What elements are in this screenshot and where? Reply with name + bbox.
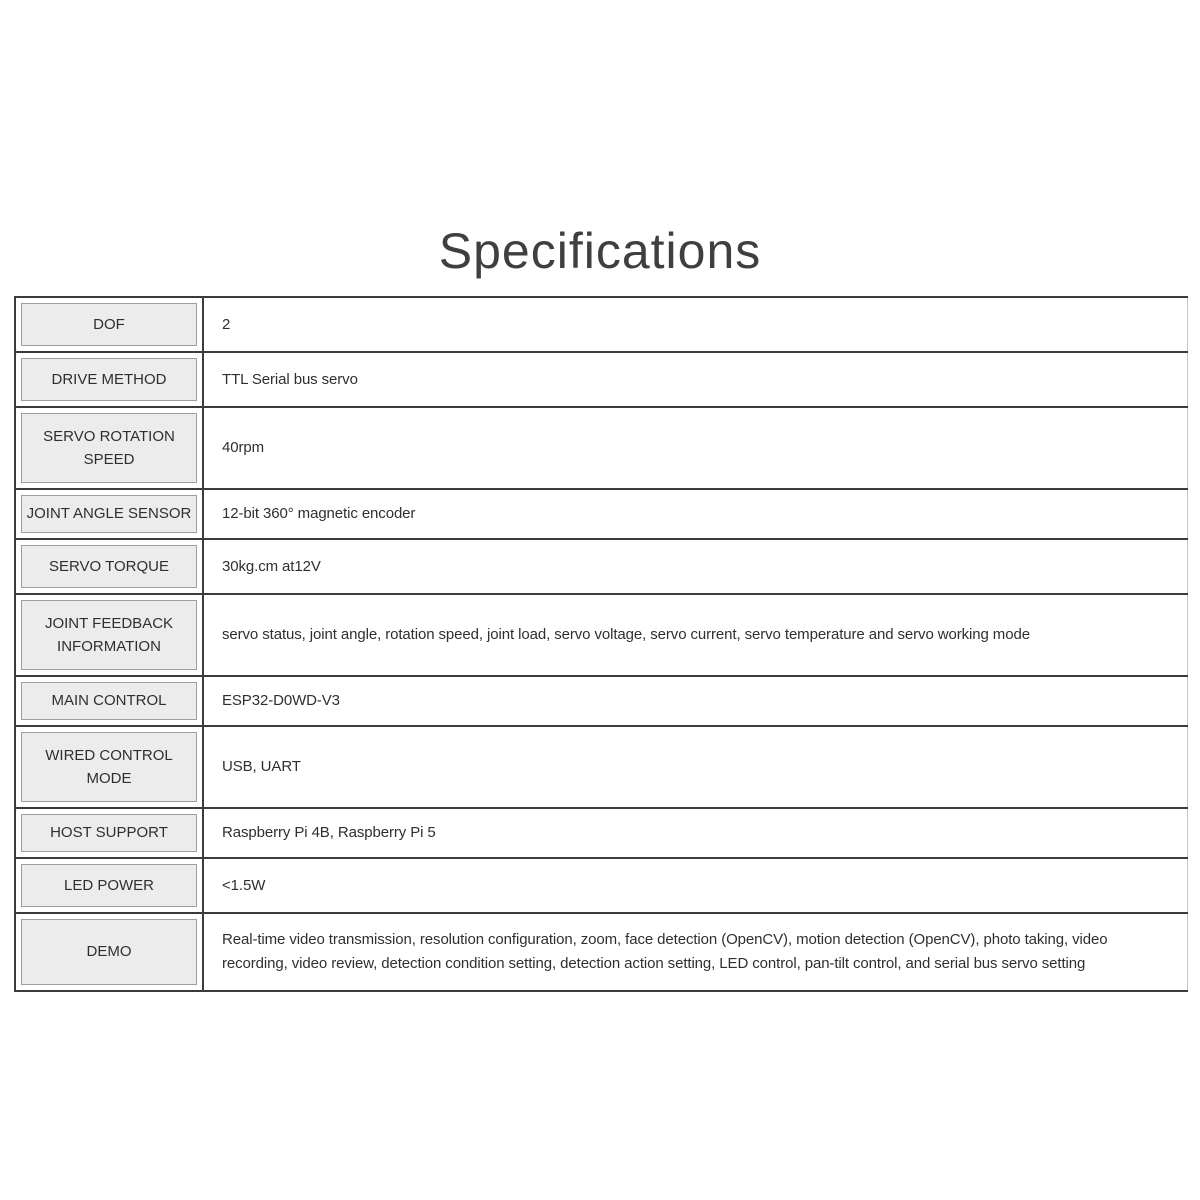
spec-row-dof bbox=[14, 298, 1188, 353]
spec-value-host-support: Raspberry Pi 4B, Raspberry Pi 5 bbox=[204, 809, 1188, 857]
spec-value-drive-method: TTL Serial bus servo bbox=[204, 353, 1188, 406]
spec-label-joint-feedback-information bbox=[21, 600, 197, 670]
spec-label-line: SERVO TORQUE bbox=[48, 557, 170, 575]
spec-label-line: JOINT FEEDBACK bbox=[44, 614, 174, 632]
spec-label-line: MODE bbox=[86, 770, 132, 787]
spec-label-servo-rotation-speed bbox=[21, 413, 197, 483]
spec-label-cell-drive-method bbox=[14, 353, 204, 406]
spec-label-cell-wired-control-mode bbox=[14, 727, 204, 807]
spec-value-demo: Real-time video transmission, resolution configuration, zoom, face detection (OpenCV), motion detection (OpenCV), photo taking, video recording, video review, detection condition setting, detection action setting, LED control, pan-tilt control, and serial bus servo setting bbox=[204, 914, 1188, 990]
spec-row-led-power bbox=[14, 859, 1188, 914]
spec-label-line: SERVO ROTATION bbox=[43, 427, 175, 445]
spec-label-host-support bbox=[21, 814, 197, 852]
spec-label-servo-torque bbox=[21, 545, 197, 588]
spec-label-led-power bbox=[21, 864, 197, 907]
spec-label-cell-demo bbox=[14, 914, 204, 990]
spec-label-demo bbox=[21, 919, 197, 985]
spec-label-line: WIRED CONTROL bbox=[45, 746, 173, 764]
spec-value-dof: 2 bbox=[204, 298, 1188, 351]
spec-label-line: HOST SUPPORT bbox=[50, 824, 168, 842]
spec-label-cell-servo-torque bbox=[14, 540, 204, 593]
spec-row-host-support bbox=[14, 809, 1188, 859]
spec-row-wired-control-mode bbox=[14, 727, 1188, 809]
spec-value-servo-rotation-speed: 40rpm bbox=[204, 408, 1188, 488]
spec-label-cell-led-power bbox=[14, 859, 204, 912]
spec-label-line: DOF bbox=[93, 315, 125, 333]
spec-row-joint-feedback-information bbox=[14, 595, 1188, 677]
spec-label-wired-control-mode bbox=[21, 732, 197, 802]
spec-label-cell-joint-feedback-information bbox=[14, 595, 204, 675]
spec-label-main-control bbox=[21, 682, 197, 720]
spec-value-led-power: <1.5W bbox=[204, 859, 1188, 912]
spec-value-servo-torque: 30kg.cm at12V bbox=[204, 540, 1188, 593]
spec-row-main-control bbox=[14, 677, 1188, 727]
spec-label-line: MAIN CONTROL bbox=[51, 692, 167, 710]
spec-label-line: INFORMATION bbox=[57, 638, 161, 655]
spec-row-demo bbox=[14, 914, 1188, 992]
spec-value-main-control: ESP32-D0WD-V3 bbox=[204, 677, 1188, 725]
spec-row-joint-angle-sensor bbox=[14, 490, 1188, 540]
spec-label-line: DEMO bbox=[86, 943, 132, 961]
spec-label-cell-host-support bbox=[14, 809, 204, 857]
spec-label-cell-servo-rotation-speed bbox=[14, 408, 204, 488]
spec-value-joint-angle-sensor: 12-bit 360° magnetic encoder bbox=[204, 490, 1188, 538]
spec-label-line: LED POWER bbox=[63, 876, 154, 894]
spec-label-drive-method bbox=[21, 358, 197, 401]
spec-label-line: JOINT ANGLE SENSOR bbox=[26, 505, 192, 523]
spec-label-cell-main-control bbox=[14, 677, 204, 725]
spec-label-cell-dof bbox=[14, 298, 204, 351]
spec-label-line: SPEED bbox=[83, 451, 135, 468]
page-title: Specifications bbox=[438, 223, 762, 279]
spec-label-cell-joint-angle-sensor bbox=[14, 490, 204, 538]
spec-label-joint-angle-sensor bbox=[21, 495, 197, 533]
spec-label-dof bbox=[21, 303, 197, 346]
spec-row-servo-rotation-speed bbox=[14, 408, 1188, 490]
specifications-table bbox=[14, 296, 1188, 992]
spec-value-joint-feedback-information: servo status, joint angle, rotation speed, joint load, servo voltage, servo current, servo temperature and servo working mode bbox=[204, 595, 1188, 675]
spec-row-drive-method bbox=[14, 353, 1188, 408]
spec-row-servo-torque bbox=[14, 540, 1188, 595]
spec-label-line: DRIVE METHOD bbox=[51, 370, 167, 388]
spec-value-wired-control-mode: USB, UART bbox=[204, 727, 1188, 807]
